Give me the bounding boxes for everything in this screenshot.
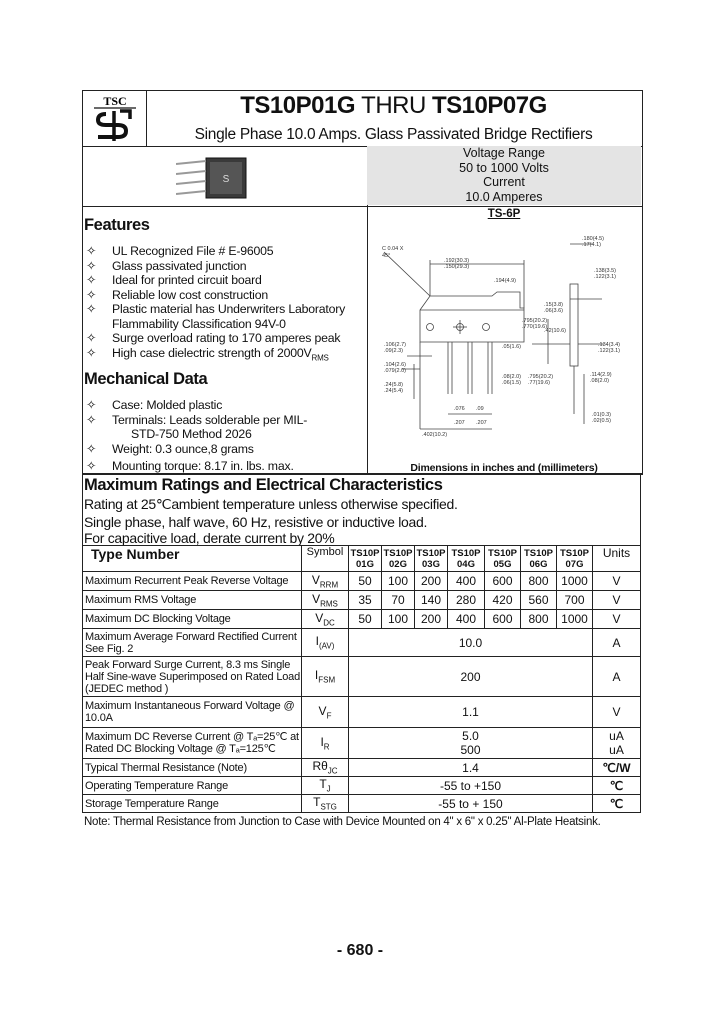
param-cell: Operating Temperature Range [83,777,302,795]
svg-text:.150(29.3): .150(29.3) [444,264,470,270]
list-item: ✧ Terminals: Leads solderable per MIL- [86,412,308,427]
svg-text:.05(1.6): .05(1.6) [502,344,521,350]
diamond-bullet-icon: ✧ [86,331,97,345]
part-header: TS10P 07G [557,546,593,572]
rating-note-3: For capacitive load, derate current by 20% [84,530,335,546]
list-item: ✧ Ideal for printed circuit board [86,273,262,287]
svg-text:.134(3.4): .134(3.4) [598,342,621,348]
value-cell: 800 [521,572,557,591]
svg-text:.42(10.6): .42(10.6) [544,328,567,334]
svg-text:.795(20.2): .795(20.2) [522,318,548,324]
svg-text:.09: .09 [476,406,484,412]
svg-text:.106(2.7): .106(2.7) [384,342,407,348]
value-cell: 1000 [557,610,593,629]
value-cell: 200 [415,610,448,629]
page-subtitle: Single Phase 10.0 Amps. Glass Passivated Bridge Rectifiers [194,126,593,143]
svg-text:.180(4.5): .180(4.5) [582,236,605,242]
table-row [83,657,641,697]
unit-cell: A [593,629,641,657]
part-header: TS10P 05G [485,546,521,572]
svg-text:.08(2.0): .08(2.0) [590,378,609,384]
unit-cell: V [593,697,641,728]
package-drawing [372,224,638,440]
unit-cell: V [593,591,641,610]
table-row [83,572,641,591]
value-cell: 200 [415,572,448,591]
list-item: ✧ Reliable low cost construction [86,287,268,302]
symbol-header: Symbol [302,546,349,572]
unit-cell: V [593,572,641,591]
svg-text:.079(2.0): .079(2.0) [384,368,407,374]
diamond-bullet-icon: ✧ [86,287,97,302]
param-cell: Typical Thermal Resistance (Note) [83,759,302,777]
svg-text:.122(3.1): .122(3.1) [594,274,617,280]
component-image [176,152,256,202]
symbol-cell: $V_{DC}$ [302,610,349,629]
table-row [83,610,641,629]
param-cell: Maximum RMS Voltage [83,591,302,610]
value-cell: 800 [521,610,557,629]
symbol-cell: $I_{FSM}$ [302,657,349,697]
unit-cell: ℃/W [593,759,641,777]
list-item: Flammability Classification 94V-0 [112,316,286,331]
svg-text:.770(19.6): .770(19.6) [522,324,548,330]
symbol-cell: $I_{(AV)}$ [302,629,349,657]
mechanical-heading: Mechanical Data [84,370,208,388]
svg-text:.402(10.2): .402(10.2) [422,432,448,438]
value-cell: 420 [485,591,521,610]
diamond-bullet-icon: ✧ [86,273,97,287]
list-item: ✧ Weight: 0.3 ounce,8 grams [86,441,254,456]
svg-text:TSC: TSC [103,94,127,108]
title-part1: TS10P01G [240,92,355,119]
value-cell: 140 [415,591,448,610]
value-cell: 100 [382,572,415,591]
table-row [83,697,641,728]
list-item: ✧ Mounting torque: 8.17 in. lbs. max. [86,459,294,473]
svg-text:.01(0.3): .01(0.3) [592,412,611,418]
part-header: TS10P 03G [416,547,446,570]
value-cell: 35 [349,591,382,610]
features-heading: Features [84,216,150,234]
value-cell: 1.1 [349,697,593,728]
unit-cell: ℃ [593,795,641,813]
param-cell: Maximum Average Forward Rectified Current See Fig. 2 [83,629,302,657]
title-thru: THRU [361,92,426,119]
diamond-bullet-icon: ✧ [86,258,97,273]
value-cell: 700 [557,591,593,610]
svg-text:.06(3.6): .06(3.6) [544,308,563,314]
value-cell: 10.0 [349,629,593,657]
svg-text:.17(4.1): .17(4.1) [582,242,601,248]
rating-note-1: Rating at 25℃ambient temperature unless otherwise specified. [84,496,458,512]
list-item: ✧ Surge overload rating to 170 amperes peak [86,331,341,345]
max-ratings-heading: Maximum Ratings and Electrical Characteristics [84,476,443,494]
param-cell: Maximum Instantaneous Forward Voltage @ 10.0A [83,697,302,728]
symbol-cell: $T_{STG}$ [302,795,349,813]
mechanical-list [84,398,307,474]
current-value: 10.0 Amperes [465,189,543,204]
part-header: TS10P 01G [350,547,380,570]
svg-text:.207: .207 [476,420,487,426]
svg-text:.076: .076 [454,406,465,412]
table-row [83,591,641,610]
diamond-bullet-icon: ✧ [86,345,97,360]
ratings-box [367,146,641,205]
page-number: - 680 - [336,942,384,959]
rating-note-2: Single phase, half wave, 60 Hz, resistive or inductive load. [84,514,428,530]
svg-text:.194(4.9): .194(4.9) [494,278,517,284]
svg-text:.795(20.2): .795(20.2) [528,374,554,380]
svg-text:45°: 45° [382,253,391,259]
value-cell: 100 [382,610,415,629]
table-row [83,629,641,657]
units-header: Units [593,546,641,572]
value-cell: 400 [448,572,485,591]
footnote: Note: Thermal Resistance from Junction to Case with Device Mounted on 4" x 6" x 0.25" Al-Plate Heatsink. [84,816,601,828]
table-row [83,759,641,777]
svg-text:.122(3.1): .122(3.1) [598,348,621,354]
value-cell: 50 [349,610,382,629]
package-caption: Dimensions in inches and (millimeters) [410,462,598,474]
diamond-bullet-icon: ✧ [86,459,97,473]
svg-text:.114(2.9): .114(2.9) [590,372,612,378]
list-item: ✧ Case: Molded plastic [86,398,223,412]
part-header: TS10P 02G [383,547,413,570]
svg-text:.77(19.6): .77(19.6) [528,380,551,386]
voltage-range-label: Voltage Range [462,146,545,160]
svg-text:.192(30.3): .192(30.3) [444,258,470,264]
param-cell: Maximum DC Reverse Current @ Tₐ=25℃ at Rated DC Blocking Voltage @ Tₐ=125℃ [83,728,302,759]
table-row [83,728,641,759]
svg-text:.08(2.0): .08(2.0) [502,374,521,380]
unit-cell: V [593,610,641,629]
param-cell: Maximum Recurrent Peak Reverse Voltage [83,572,302,591]
part-header: TS10P 06G [521,546,557,572]
value-cell: 560 [521,591,557,610]
current-label: Current [483,175,525,189]
title-part2: TS10P07G [432,92,547,119]
diamond-bullet-icon: ✧ [86,398,97,412]
svg-text:C 0.04 X: C 0.04 X [382,246,404,252]
svg-text:S: S [222,174,230,185]
svg-text:.24(5.4): .24(5.4) [384,388,403,394]
symbol-cell: $V_F$ [302,697,349,728]
symbol-cell: $T_J$ [302,777,349,795]
table-row [83,777,641,795]
symbol-cell: $R\theta_{JC}$ [302,759,349,777]
symbol-cell: $I_R$ [302,728,349,759]
value-cell: 400 [448,610,485,629]
part-header: TS10P 04G [448,546,485,572]
unit-cell: uA uA [593,728,641,759]
diamond-bullet-icon: ✧ [86,441,97,456]
spec-table [82,545,641,813]
package-name: TS-6P [487,208,521,220]
list-item: ✧ Plastic material has Underwriters Laboratory [86,302,346,316]
value-cell: 280 [448,591,485,610]
type-number-header: Type Number [83,546,302,572]
value-cell: 1000 [557,572,593,591]
symbol-cell: $V_{RMS}$ [302,591,349,610]
svg-text:.207: .207 [454,420,465,426]
voltage-range-value: 50 to 1000 Volts [459,160,549,175]
value-cell: 1.4 [349,759,593,777]
table-header-row [83,546,641,572]
svg-text:.24(5.8): .24(5.8) [384,382,403,388]
list-item: STD-750 Method 2026 [131,427,252,441]
unit-cell: ℃ [593,777,641,795]
svg-text:.02(0.5): .02(0.5) [592,418,611,424]
symbol-cell: $V_{RRM}$ [302,572,349,591]
divider [82,473,83,545]
divider [640,473,641,545]
list-item: ✧ UL Recognized File # E-96005 [86,244,274,258]
svg-text:.15(3.8): .15(3.8) [544,302,563,308]
svg-text:.138(3.5): .138(3.5) [594,268,617,274]
param-cell: Storage Temperature Range [83,795,302,813]
value-cell: 600 [485,610,521,629]
value-cell: 70 [382,591,415,610]
list-item: ✧ High case dielectric strength of $2000V_{RMS}$ [86,345,329,362]
param-cell: Peak Forward Surge Current, 8.3 ms Single Half Sine-wave Superimposed on Rated Load (JEDEC method ) [83,657,302,697]
value-cell: 200 [349,657,593,697]
list-item: ✧ Glass passivated junction [86,258,247,273]
diamond-bullet-icon: ✧ [86,244,97,258]
svg-text:.06(1.5): .06(1.5) [502,380,521,386]
tsc-logo [84,92,146,145]
divider [146,90,147,146]
diamond-bullet-icon: ✧ [86,302,97,316]
svg-text:.104(2.6): .104(2.6) [384,362,407,368]
unit-cell: A [593,657,641,697]
value-cell: 50 [349,572,382,591]
value-cell: -55 to +150 [349,777,593,795]
table-row [83,795,641,813]
svg-text:.09(2.3): .09(2.3) [384,348,403,354]
page-title [148,92,639,120]
param-cell: Maximum DC Blocking Voltage [83,610,302,629]
diamond-bullet-icon: ✧ [86,412,97,427]
value-cell: 5.0 500 [349,728,593,759]
value-cell: 600 [485,572,521,591]
divider [82,206,642,207]
value-cell: -55 to + 150 [349,795,593,813]
features-list [84,244,345,365]
